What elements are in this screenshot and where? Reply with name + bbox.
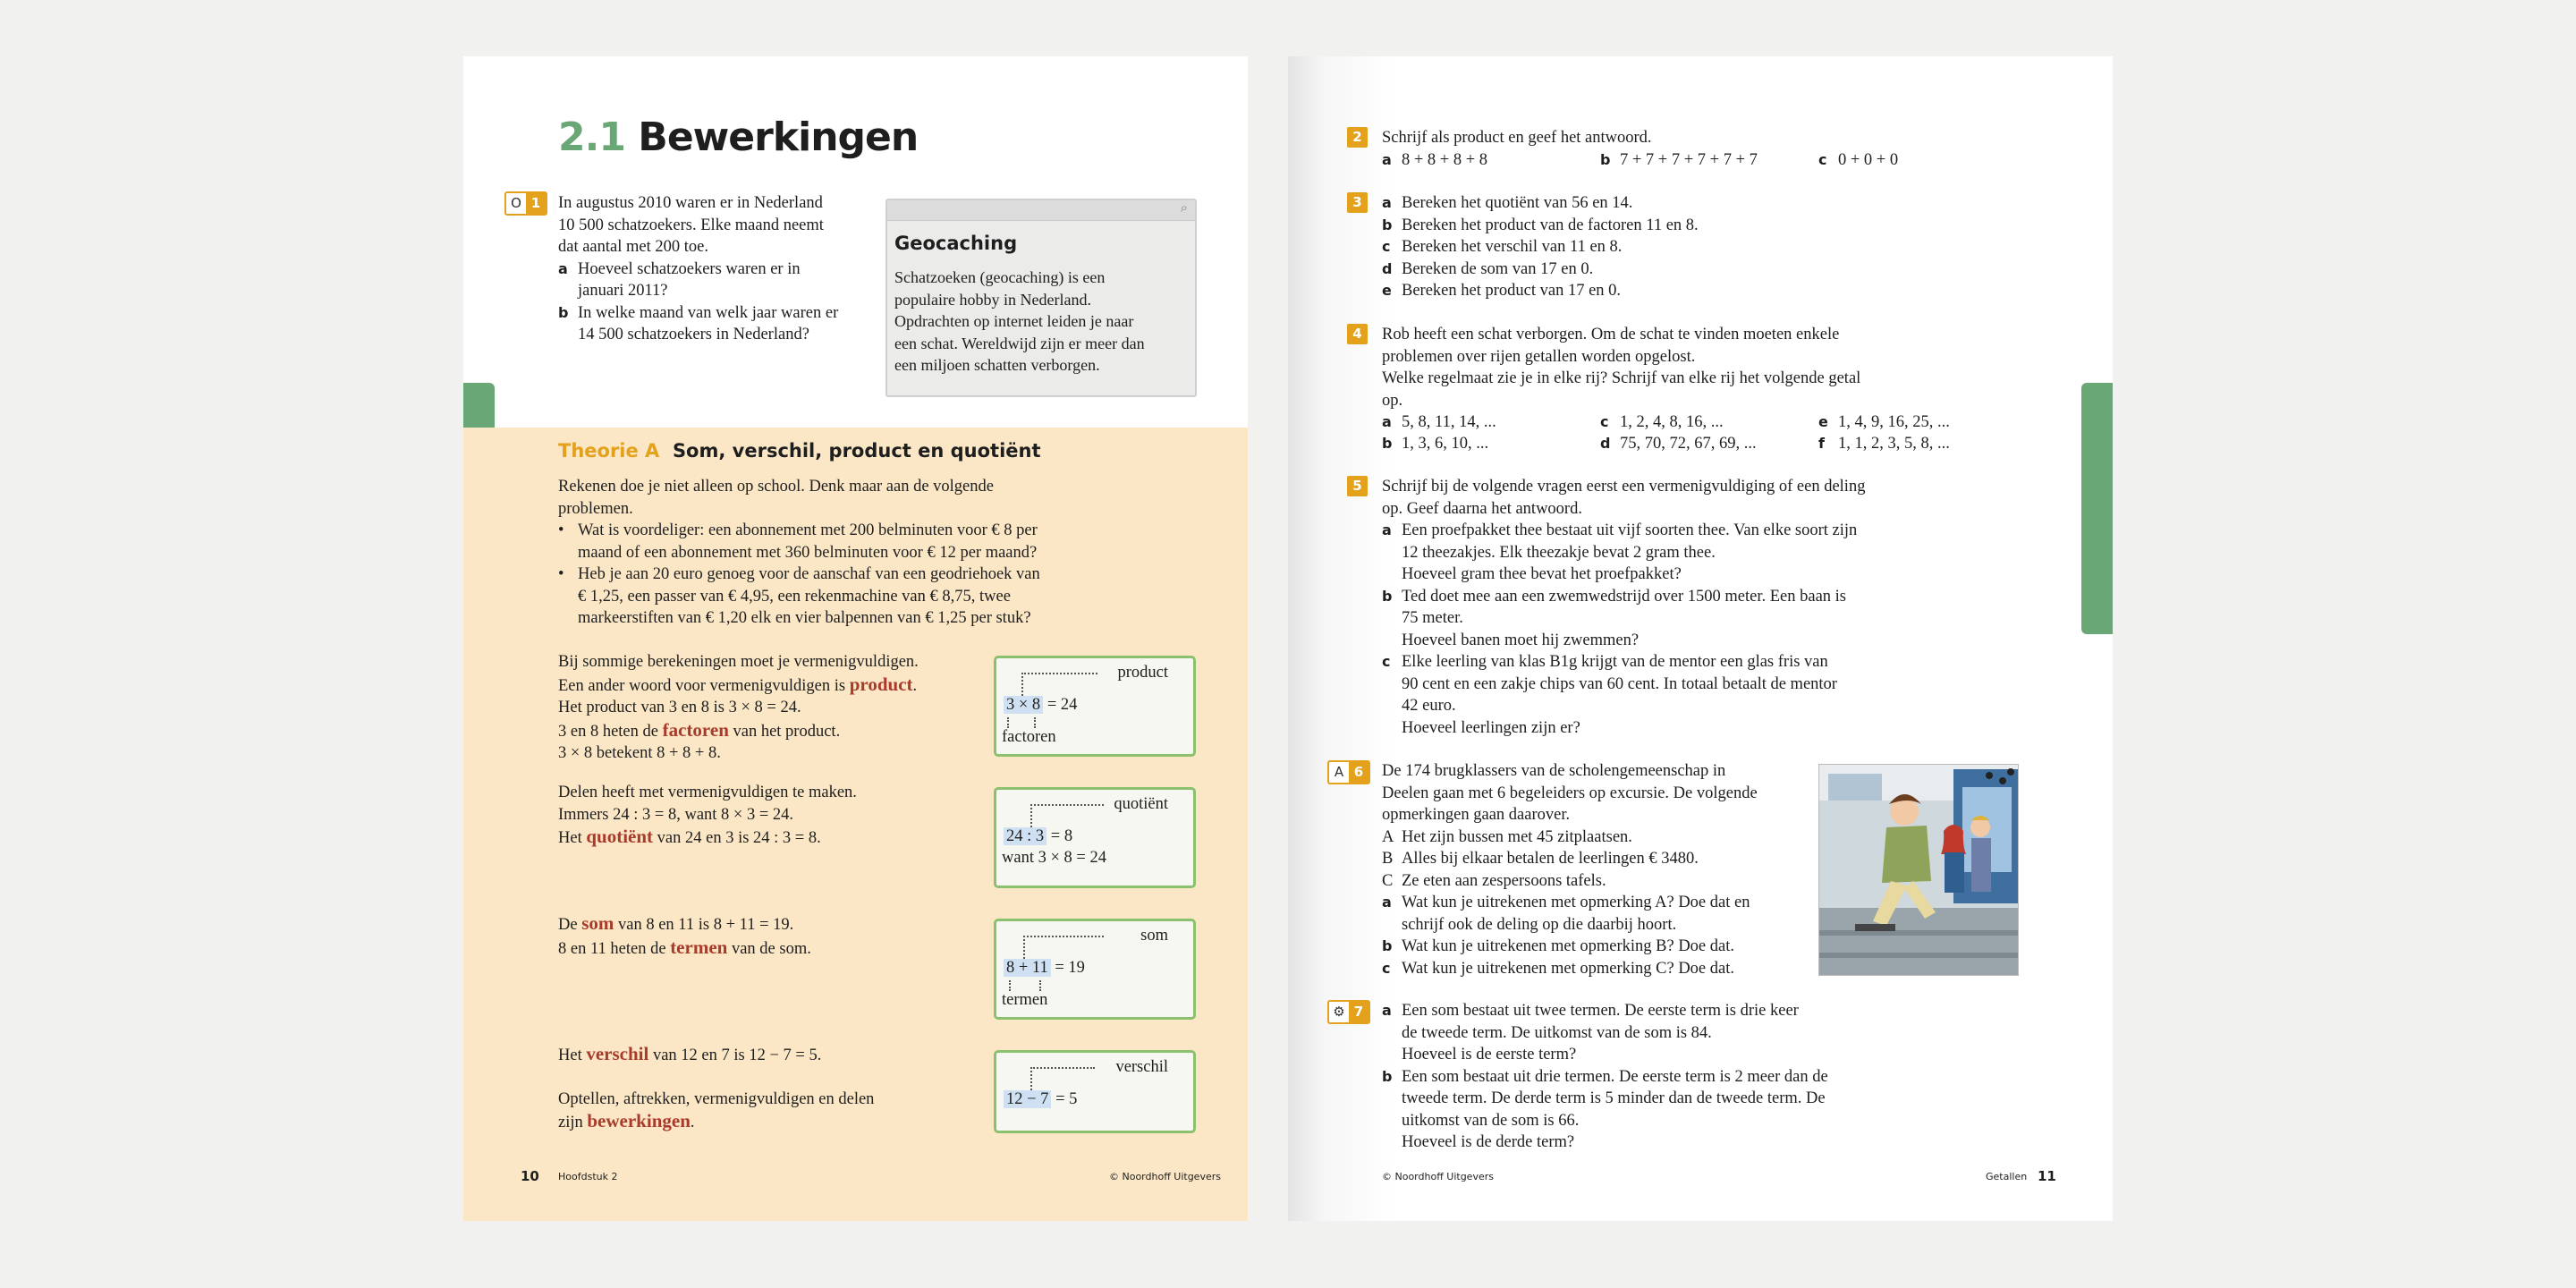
theorie-text: van 12 en 7 is 12 − 7 = 5.: [648, 1046, 822, 1064]
exercise-text: Bereken het product van 17 en 0.: [1402, 282, 1622, 300]
section-number: 2.1: [558, 114, 625, 160]
theorie-text: Het product van 3 en 8 is 3 × 8 = 24.: [558, 699, 801, 716]
theorie-text: Een ander woord voor vermenigvuldigen is: [558, 676, 850, 695]
exercise-text: Schrijf als product en geef het antwoord.: [1382, 129, 1652, 147]
theorie-text: Heb je aan 20 euro genoeg voor de aanschaf van een geodriehoek van: [578, 565, 1040, 583]
search-icon: ⌕: [1180, 201, 1188, 216]
theorie-text: van het product.: [728, 722, 841, 741]
section-title-text: Bewerkingen: [638, 114, 919, 160]
exercise-text: dat aantal met 200 toe.: [558, 238, 708, 256]
theorie-intro: [558, 476, 1113, 630]
exercise-text: Hoeveel gram thee bevat het proefpakket?: [1402, 565, 1682, 583]
dotted-line: [1023, 936, 1025, 959]
diagram-formula: [1004, 959, 1085, 978]
diagram-formula: [1004, 1090, 1077, 1109]
footer-copyright: © Noordhoff Uitgevers: [1109, 1171, 1221, 1182]
diagram-label: verschil: [1115, 1058, 1168, 1076]
theorie-text: 3 × 8 betekent 8 + 8 + 8.: [558, 744, 721, 762]
item-label: e: [1382, 282, 1392, 299]
theorie-text: zijn: [558, 1114, 588, 1131]
theorie-text: Het: [558, 829, 587, 847]
dotted-line: [1030, 1067, 1095, 1069]
exercise-level-label: A: [1334, 764, 1344, 780]
exercise-2: Schrijf als product en geef het antwoord. a 8 + 8 + 8 + 8 b 7 + 7 + 7 + 7 + 7 + 7 c 0 + 0 + 0: [1382, 127, 2026, 171]
formula-highlight: 8 + 11: [1004, 959, 1051, 977]
quotient-diagram: [994, 787, 1196, 888]
exercise-number: 1: [526, 193, 546, 214]
exercise-text: Wat kun je uitrekenen met opmerking A? Doe dat en: [1402, 894, 1750, 911]
geocaching-infobox: [886, 199, 1197, 397]
exercise-text: op. Geef daarna het antwoord.: [1382, 499, 1582, 518]
sequence: 75, 70, 72, 67, 69, ...: [1620, 435, 1757, 453]
formula-result: = 24: [1043, 696, 1078, 714]
exercise-text: Bereken het product van de factoren 11 en 8.: [1402, 216, 1699, 234]
theorie-text: van de som.: [727, 939, 811, 958]
theorie-text: De: [558, 916, 582, 934]
footer-copyright: © Noordhoff Uitgevers: [1382, 1171, 1494, 1182]
quotient-explanation: [558, 782, 979, 850]
exercise-text: 8 + 8 + 8 + 8: [1402, 150, 1488, 169]
theorie-text: Rekenen doe je niet alleen op school. Denk maar aan de volgende: [558, 478, 994, 496]
dotted-line: [1021, 673, 1023, 696]
som-explanation: [558, 912, 979, 960]
dotted-line: [1039, 980, 1041, 991]
exercise-text: Alles bij elkaar betalen de leerlingen € 3480.: [1402, 850, 1699, 868]
exercise-4: Rob heeft een schat verborgen. Om de schat te vinden moeten enkele problemen over rijen getallen worden opgelost. Welke regelmaat zie je in elke rij? Schrijf van elke rij het volgende getal op. a 5, 8, 11, 14, ... c 1, 2, 4, 8, 16, ... e 1, 4, 9, 16, 25, ... b 1, 3, 6, 10, ... d 75, 70, 72, 67, 69, ... f 1, 1, 2, 3, 5, 8, ...: [1382, 324, 2026, 454]
theorie-text: problemen.: [558, 499, 633, 518]
exercise-text: uitkomst van de som is 66.: [1402, 1111, 1580, 1130]
formula-highlight: 3 × 8: [1004, 696, 1043, 714]
page-number: 10: [521, 1168, 539, 1184]
exercise-text: Een proefpakket thee bestaat uit vijf soorten thee. Van elke soort zijn: [1402, 521, 1858, 539]
theorie-text: Optellen, aftrekken, vermenigvuldigen en delen: [558, 1089, 875, 1108]
formula-result: = 8: [1046, 827, 1073, 845]
exercise-text: Een som bestaat uit twee termen. De eerste term is drie keer: [1402, 1002, 1799, 1020]
exercise-1: [558, 192, 871, 346]
diagram-label: termen: [1002, 991, 1048, 1009]
infobox-line: Opdrachten op internet leiden je naar: [894, 312, 1134, 330]
exercise-text: Schrijf bij de volgende vragen eerst een vermenigvuldiging of een deling: [1382, 478, 1866, 496]
theorie-text: € 1,25, een passer van € 4,95, een rekenmachine van € 8,75, twee: [578, 587, 1011, 606]
exercise-text: Wat kun je uitrekenen met opmerking C? Doe dat.: [1402, 959, 1734, 978]
diagram-label: quotiënt: [1114, 795, 1168, 813]
keyword-quotient: quotiënt: [586, 826, 654, 847]
exercise-text: 10 500 schatzoekers. Elke maand neemt: [558, 216, 824, 234]
bullet-icon: •: [558, 565, 564, 583]
diagram-formula: [1004, 696, 1077, 715]
exercise-number: 6: [1349, 762, 1368, 783]
exercise-7-badge: [1327, 1000, 1370, 1024]
formula-highlight: 24 : 3: [1004, 827, 1046, 845]
item-label: a: [1382, 194, 1392, 211]
exercise-text: op.: [1382, 391, 1403, 410]
theorie-title: Som, verschil, product en quotiënt: [672, 440, 1041, 462]
exercise-6: De 174 brugklassers van de scholengemeenschap in Deelen gaan met 6 begeleiders op excursie. De volgende opmerkingen gaan daarover. A Het zijn bussen met 45 zitplaatsen. B Alles bij elkaar betalen de leerlingen € 3480. C Ze eten aan zespersoons tafels. a Wat kun je uitrekenen met opmerking A? Doe dat en schrijf ook de deling op die daarbij hoort. b Wat kun je uitrekenen met opmerking B? Doe dat. c Wat kun je uitrekenen met opmerking C? Doe dat.: [1382, 760, 1811, 979]
exercise-text: Rob heeft een schat verborgen. Om de schat te vinden moeten enkele: [1382, 326, 1840, 343]
infobox-title: Geocaching: [894, 233, 1018, 254]
dotted-line: [1030, 1067, 1032, 1090]
exercise-number: 4: [1347, 324, 1368, 344]
exercise-text: Wat kun je uitrekenen met opmerking B? Doe dat.: [1402, 937, 1734, 955]
exercise-text: januari 2011?: [578, 282, 668, 300]
dotted-line: [1023, 936, 1104, 937]
formula-result: = 5: [1051, 1090, 1078, 1108]
exercise-number: 2: [1347, 127, 1368, 148]
item-label: b: [1382, 216, 1393, 233]
exercise-text: Ze eten aan zespersoons tafels.: [1402, 871, 1606, 890]
som-diagram: [994, 919, 1196, 1020]
item-label: d: [1382, 259, 1393, 277]
sequence: 1, 4, 9, 16, 25, ...: [1838, 413, 1950, 431]
exercise-text: 14 500 schatzoekers in Nederland?: [578, 326, 809, 343]
exercise-text: Deelen gaan met 6 begeleiders op excursie. De volgende: [1382, 784, 1758, 802]
theorie-text: Delen heeft met vermenigvuldigen te maken.: [558, 784, 857, 801]
theorie-text: Immers 24 : 3 = 8, want 8 × 3 = 24.: [558, 805, 794, 824]
diagram-label: want 3 × 8 = 24: [1002, 849, 1106, 867]
diagram-label: factoren: [1002, 728, 1056, 746]
exercise-number: 3: [1347, 192, 1368, 213]
exercise-text: Ted doet mee aan een zwemwedstrijd over 1500 meter. Een baan is: [1402, 587, 1846, 606]
theorie-heading: [558, 440, 1041, 462]
exercise-text: De 174 brugklassers van de scholengemeenschap in: [1382, 762, 1726, 780]
exercise-text: Bereken het quotiënt van 56 en 14.: [1402, 194, 1633, 212]
keyword-som: som: [581, 912, 614, 934]
excursion-illustration: [1818, 764, 2019, 976]
exercise-text: Hoeveel leerlingen zijn er?: [1402, 718, 1580, 737]
exercise-text: tweede term. De derde term is 5 minder dan de tweede term. De: [1402, 1089, 1826, 1107]
dotted-line: [1030, 804, 1032, 827]
formula-highlight: 12 − 7: [1004, 1090, 1051, 1108]
exercise-text: Bereken de som van 17 en 0.: [1402, 259, 1594, 278]
exercise-3: [1382, 192, 2026, 302]
keyword-bewerkingen: bewerkingen: [587, 1110, 691, 1131]
diagram-label: product: [1117, 664, 1168, 682]
exercise-text: 12 theezakjes. Elk theezakje bevat 2 gram thee.: [1402, 543, 1716, 562]
gear-icon: ⚙: [1333, 1004, 1345, 1020]
keyword-verschil: verschil: [586, 1043, 649, 1064]
exercise-7: a Een som bestaat uit twee termen. De eerste term is drie keer de tweede term. De uitkomst van de som is 84. Hoeveel is de eerste term? b Een som bestaat uit drie termen. De eerste term is 2 meer dan de tweede term. De derde term is 5 minder dan de tweede term. De uitkomst van de som is 66. Hoeveel is de derde term?: [1382, 1000, 2026, 1154]
dotted-line: [1007, 717, 1009, 728]
exercise-text: Hoeveel is de derde term?: [1402, 1133, 1575, 1151]
keyword-factoren: factoren: [662, 718, 729, 741]
exercise-text: 75 meter.: [1402, 609, 1463, 627]
theorie-text: .: [690, 1114, 695, 1131]
right-section-tab: [2081, 383, 2113, 634]
infobox-line: populaire hobby in Nederland.: [894, 290, 1091, 309]
exercise-text: Welke regelmaat zie je in elke rij? Schrijf van elke rij het volgende getal: [1382, 369, 1861, 387]
sequence: 1, 3, 6, 10, ...: [1402, 435, 1489, 453]
exercise-6-badge: [1327, 760, 1370, 784]
diagram-label: som: [1140, 927, 1168, 945]
theorie-text: .: [912, 676, 918, 695]
exercise-text: Elke leerling van klas B1g krijgt van de mentor een glas fris van: [1402, 653, 1828, 671]
theorie-text: 8 en 11 heten de: [558, 939, 671, 958]
comic-illustration: [1819, 765, 2018, 975]
theorie-label: Theorie A: [558, 440, 660, 462]
exercise-text: schrijf ook de deling op die daarbij hoort.: [1402, 915, 1677, 934]
theorie-text: van 8 en 11 is 8 + 11 = 19.: [614, 916, 794, 934]
theorie-text: markeerstiften van € 1,20 elk en vier balpennen van € 1,25 per stuk?: [578, 609, 1031, 627]
exercise-text: Bereken het verschil van 11 en 8.: [1402, 238, 1623, 256]
theorie-text: 3 en 8 heten de: [558, 722, 663, 741]
exercise-text: 42 euro.: [1402, 697, 1456, 715]
theorie-text: Wat is voordeliger: een abonnement met 200 belminuten voor € 8 per: [578, 521, 1038, 539]
exercise-number: 7: [1349, 1002, 1368, 1022]
footer-chapter: Hoofdstuk 2: [558, 1171, 618, 1182]
exercise-text: In welke maand van welk jaar waren er: [578, 303, 839, 322]
exercise-number: 5: [1347, 476, 1368, 496]
verschil-explanation: [558, 1043, 979, 1134]
sequence: 1, 1, 2, 3, 5, 8, ...: [1838, 435, 1950, 453]
infobox-line: een schat. Wereldwijd zijn er meer dan: [894, 334, 1145, 352]
diagram-formula: [1004, 827, 1072, 846]
item-label: c: [1382, 238, 1391, 255]
sequence: 5, 8, 11, 14, ...: [1402, 413, 1496, 431]
theorie-text: Bij sommige berekeningen moet je vermenigvuldigen.: [558, 653, 919, 671]
bullet-icon: •: [558, 521, 564, 539]
dotted-line: [1021, 673, 1097, 674]
footer-chapter: Getallen: [1986, 1171, 2028, 1182]
theorie-text: van 24 en 3 is 24 : 3 = 8.: [653, 829, 821, 847]
exercise-text: In augustus 2010 waren er in Nederland: [558, 194, 823, 212]
infobox-line: een miljoen schatten verborgen.: [894, 356, 1100, 374]
section-title: [558, 114, 918, 160]
exercise-text: Hoeveel banen moet hij zwemmen?: [1402, 631, 1640, 649]
page-number: 11: [2038, 1168, 2056, 1184]
exercise-text: Het zijn bussen met 45 zitplaatsen.: [1402, 827, 1632, 846]
exercise-text: de tweede term. De uitkomst van de som is 84.: [1402, 1023, 1712, 1042]
infobox-body: [894, 267, 1190, 377]
exercise-1-badge: [504, 191, 547, 216]
sequence: 1, 2, 4, 8, 16, ...: [1620, 413, 1724, 431]
dotted-line: [1034, 717, 1036, 728]
dotted-line: [1009, 980, 1011, 991]
exercise-text: 7 + 7 + 7 + 7 + 7 + 7: [1620, 150, 1758, 169]
item-label: b: [558, 303, 569, 321]
item-label: a: [558, 259, 568, 277]
dotted-line: [1030, 804, 1104, 806]
exercise-text: Een som bestaat uit drie termen. De eerste term is 2 meer dan de: [1402, 1067, 1828, 1086]
exercise-text: problemen over rijen getallen worden opgelost.: [1382, 347, 1696, 366]
theorie-text: Het: [558, 1046, 587, 1064]
exercise-text: Hoeveel schatzoekers waren er in: [578, 259, 801, 278]
exercise-level-label: O: [511, 195, 521, 211]
exercise-5: Schrijf bij de volgende vragen eerst een vermenigvuldiging of een deling op. Geef daarna het antwoord. a Een proefpakket thee bestaat uit vijf soorten thee. Van elke soort zijn 12 theezakjes. Elk theezakje bevat 2 gram thee. Hoeveel gram thee bevat het proefpakket? b Ted doet mee aan een zwemwedstrijd over 1500 meter. Een baan is 75 meter. Hoeveel banen moet hij zwemmen? c Elke leerling van klas B1g krijgt van de mentor een glas fris van 90 cent en een zakje chips van 60 cent. In totaal betaalt de mentor 42 euro. Hoeveel leerlingen zijn er?: [1382, 476, 2026, 739]
theorie-text: maand of een abonnement met 360 belminuten voor € 12 per maand?: [578, 543, 1038, 562]
verschil-diagram: [994, 1050, 1196, 1133]
keyword-termen: termen: [670, 936, 728, 958]
keyword-product: product: [849, 673, 913, 695]
product-diagram: [994, 656, 1196, 757]
product-explanation: [558, 651, 979, 765]
infobox-line: Schatzoeken (geocaching) is een: [894, 268, 1106, 286]
infobox-titlebar: [887, 200, 1195, 221]
exercise-text: 0 + 0 + 0: [1838, 150, 1899, 169]
exercise-text: Hoeveel is de eerste term?: [1402, 1046, 1577, 1063]
exercise-text: opmerkingen gaan daarover.: [1382, 806, 1571, 824]
formula-result: = 19: [1050, 959, 1085, 977]
exercise-text: 90 cent en een zakje chips van 60 cent. In totaal betaalt de mentor: [1402, 674, 1837, 693]
